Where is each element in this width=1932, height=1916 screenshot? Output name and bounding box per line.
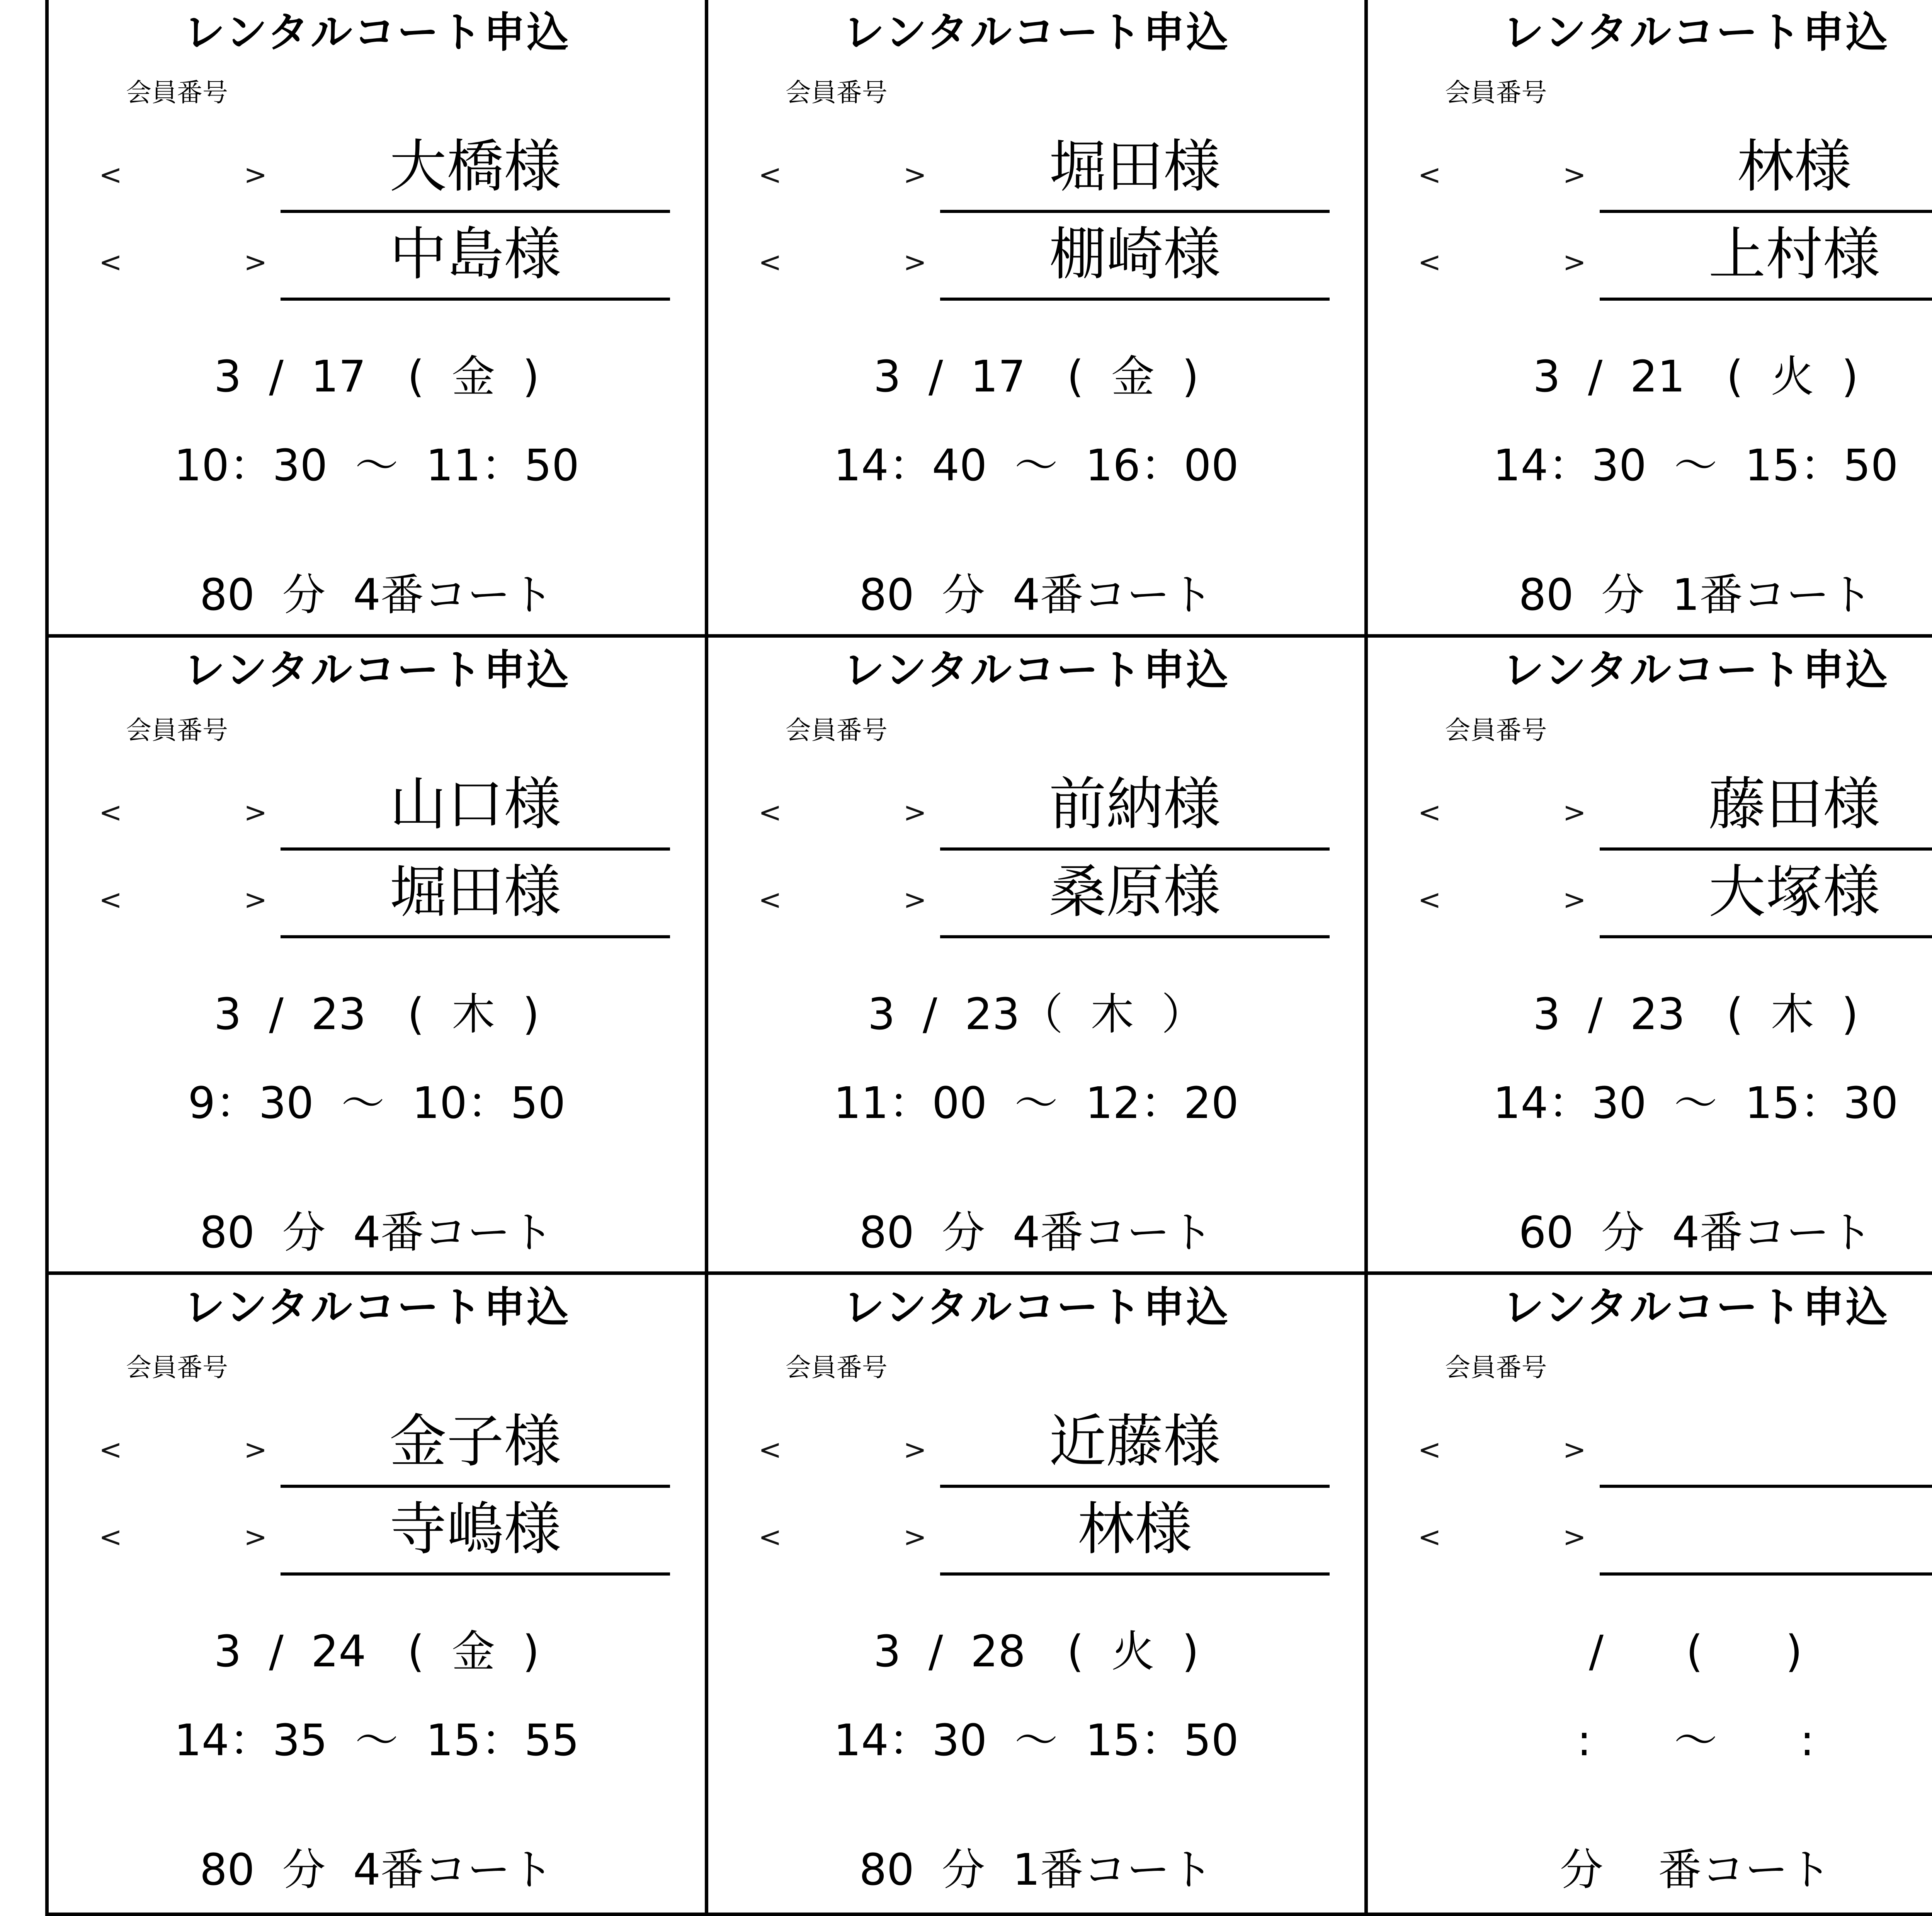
- underline: [281, 1485, 670, 1488]
- bracket-open: <: [99, 246, 122, 278]
- member-name-2: 中島様: [389, 221, 561, 288]
- bracket-close: >: [244, 1433, 267, 1466]
- reservation-card: [1368, 638, 1932, 1275]
- underline: [940, 210, 1330, 213]
- member-name-1: 林様: [1737, 133, 1852, 200]
- bracket-open: <: [758, 796, 782, 829]
- rental-court-sheet: [45, 0, 1932, 1916]
- bracket-open: <: [99, 1433, 122, 1466]
- underline: [940, 847, 1330, 851]
- member-name-1: 前納様: [1049, 771, 1221, 837]
- bracket-open: <: [1418, 883, 1441, 916]
- reservation-date: 3 / 28 ( 火 ): [873, 1627, 1199, 1677]
- reservation-card: [49, 1275, 708, 1913]
- underline: [940, 1572, 1330, 1576]
- card-title: レンタルコート申込: [1502, 646, 1889, 694]
- reservation-time: 10：30 ～ 11：50: [174, 441, 580, 491]
- member-number-label: 会員番号: [785, 1353, 888, 1383]
- underline: [281, 298, 670, 301]
- reservation-time: : ～ :: [1577, 1715, 1815, 1766]
- underline: [1600, 298, 1932, 301]
- duration-court: 80 分 4番コート: [859, 570, 1213, 620]
- duration-court: 80 分 1番コート: [859, 1845, 1213, 1896]
- member-name-1: 金子様: [389, 1408, 561, 1475]
- reservation-time: 9：30 ～ 10：50: [188, 1078, 566, 1128]
- member-name-2: 林様: [1077, 1496, 1192, 1563]
- bracket-open: <: [1418, 796, 1441, 829]
- bracket-open: <: [99, 1521, 122, 1554]
- member-number-label: 会員番号: [1445, 715, 1547, 745]
- member-name-1: 近藤様: [1049, 1408, 1221, 1475]
- member-number-label: 会員番号: [126, 715, 228, 745]
- bracket-close: >: [244, 1521, 267, 1554]
- card-title: レンタルコート申込: [843, 1283, 1230, 1332]
- underline: [281, 210, 670, 213]
- underline: [1600, 935, 1932, 938]
- card-title: レンタルコート申込: [183, 646, 570, 694]
- card-title: レンタルコート申込: [183, 1283, 570, 1332]
- underline: [1600, 1572, 1932, 1576]
- member-name-2: 堀田様: [389, 858, 561, 925]
- bracket-open: <: [1418, 1521, 1441, 1554]
- bracket-close: >: [244, 158, 267, 191]
- card-title: レンタルコート申込: [183, 9, 570, 57]
- member-number-label: 会員番号: [1445, 78, 1547, 107]
- reservation-date: / ( ): [1589, 1627, 1803, 1677]
- member-number-label: 会員番号: [1445, 1353, 1547, 1383]
- underline: [1600, 847, 1932, 851]
- reservation-time: 14：30 ～ 15：50: [1493, 441, 1898, 491]
- bracket-open: <: [758, 883, 782, 916]
- underline: [281, 1572, 670, 1576]
- bracket-open: <: [758, 158, 782, 191]
- reservation-card: [49, 0, 708, 638]
- member-name-1: 堀田様: [1049, 133, 1221, 200]
- card-title: レンタルコート申込: [843, 646, 1230, 694]
- member-name-1: 藤田様: [1708, 771, 1880, 837]
- member-name-2: 棚崎様: [1049, 221, 1221, 288]
- reservation-date: 3 / 17 ( 金 ): [873, 352, 1199, 402]
- card-title: レンタルコート申込: [1502, 9, 1889, 57]
- bracket-close: >: [903, 1521, 927, 1554]
- underline: [281, 935, 670, 938]
- card-title: レンタルコート申込: [843, 9, 1230, 57]
- duration-court: 80 分 4番コート: [199, 1207, 554, 1258]
- reservation-time: 14：35 ～ 15：55: [174, 1715, 580, 1766]
- member-name-2: 寺嶋様: [389, 1496, 561, 1563]
- bracket-close: >: [244, 796, 267, 829]
- bracket-open: <: [99, 158, 122, 191]
- bracket-close: >: [1563, 883, 1586, 916]
- bracket-open: <: [99, 883, 122, 916]
- reservation-time: 11：00 ～ 12：20: [833, 1078, 1239, 1128]
- member-number-label: 会員番号: [126, 78, 228, 107]
- bracket-open: <: [99, 796, 122, 829]
- bracket-close: >: [244, 883, 267, 916]
- bracket-close: >: [1563, 158, 1586, 191]
- underline: [940, 935, 1330, 938]
- reservation-card: [708, 0, 1368, 638]
- duration-court: 80 分 4番コート: [199, 1845, 554, 1896]
- bracket-open: <: [758, 1433, 782, 1466]
- bracket-close: >: [1563, 246, 1586, 278]
- duration-court: 80 分 1番コート: [1519, 570, 1873, 620]
- bracket-close: >: [244, 246, 267, 278]
- member-name-1: 山口様: [389, 771, 561, 837]
- reservation-date: 3 / 23 ( 木 ): [1533, 989, 1859, 1040]
- bracket-close: >: [1563, 1521, 1586, 1554]
- member-number-label: 会員番号: [785, 78, 888, 107]
- member-number-label: 会員番号: [126, 1353, 228, 1383]
- member-name-2: 桑原様: [1049, 858, 1221, 925]
- reservation-card: [708, 638, 1368, 1275]
- duration-court: 60 分 4番コート: [1519, 1207, 1873, 1258]
- bracket-close: >: [903, 158, 927, 191]
- bracket-close: >: [903, 796, 927, 829]
- reservation-date: 3 / 21 ( 火 ): [1533, 352, 1859, 402]
- reservation-date: 3 / 23 ( 木 ): [214, 989, 540, 1040]
- reservation-date: 3 / 23（ 木 ）: [867, 989, 1205, 1040]
- bracket-close: >: [903, 246, 927, 278]
- bracket-close: >: [1563, 1433, 1586, 1466]
- underline: [1600, 210, 1932, 213]
- duration-court: 80 分 4番コート: [199, 570, 554, 620]
- underline: [940, 1485, 1330, 1488]
- reservation-time: 14：40 ～ 16：00: [833, 441, 1239, 491]
- member-name-1: 大橋様: [389, 133, 561, 200]
- reservation-card: [49, 638, 708, 1275]
- reservation-card-blank: [1368, 1275, 1932, 1913]
- bracket-close: >: [903, 883, 927, 916]
- reservation-time: 14：30 ～ 15：50: [833, 1715, 1239, 1766]
- bracket-close: >: [1563, 796, 1586, 829]
- member-name-2: 上村様: [1708, 221, 1880, 288]
- reservation-card: [1368, 0, 1932, 638]
- duration-court: 分 番コート: [1560, 1845, 1832, 1896]
- bracket-close: >: [903, 1433, 927, 1466]
- bracket-open: <: [758, 1521, 782, 1554]
- reservation-date: 3 / 17 ( 金 ): [214, 352, 540, 402]
- bracket-open: <: [1418, 1433, 1441, 1466]
- underline: [281, 847, 670, 851]
- reservation-time: 14：30 ～ 15：30: [1493, 1078, 1898, 1128]
- reservation-date: 3 / 24 ( 金 ): [214, 1627, 540, 1677]
- card-title: レンタルコート申込: [1502, 1283, 1889, 1332]
- duration-court: 80 分 4番コート: [859, 1207, 1213, 1258]
- underline: [940, 298, 1330, 301]
- bracket-open: <: [758, 246, 782, 278]
- member-number-label: 会員番号: [785, 715, 888, 745]
- bracket-open: <: [1418, 158, 1441, 191]
- underline: [1600, 1485, 1932, 1488]
- member-name-2: 大塚様: [1708, 858, 1880, 925]
- reservation-card: [708, 1275, 1368, 1913]
- bracket-open: <: [1418, 246, 1441, 278]
